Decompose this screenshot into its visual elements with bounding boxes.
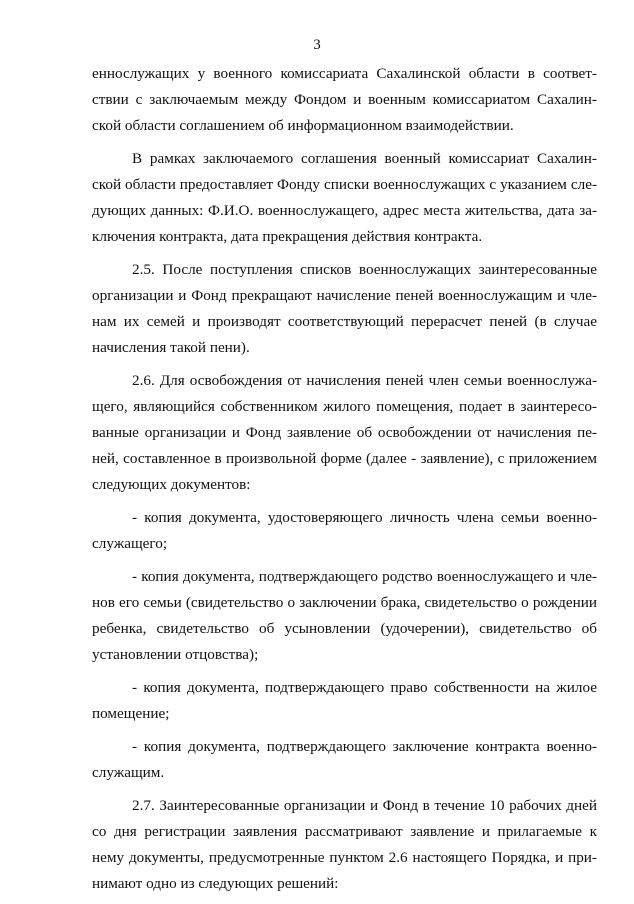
text-line: служащим. xyxy=(92,764,165,781)
paragraph xyxy=(92,564,597,668)
text-line: ванные организации и Фонд заявление об освобождении от начисления пе- xyxy=(92,424,597,441)
text-line: - копия документа, удостоверяющего личность члена семьи военно- xyxy=(132,509,597,526)
text-line: В рамках заключаемого соглашения военный комиссариат Сахалин- xyxy=(132,150,597,167)
text-line: служащего; xyxy=(92,535,168,552)
text-line: организации и Фонд прекращают начисление пеней военнослужащим и чле- xyxy=(92,287,597,304)
text-line: - копия документа, подтверждающего родство военнослужащего и чле- xyxy=(132,568,597,585)
text-line: нам их семей и производят соответствующий перерасчет пеней (в случае xyxy=(92,313,597,330)
paragraph xyxy=(92,734,597,786)
paragraph xyxy=(92,505,597,557)
text-line: - копия документа, подтверждающего право собственности на жилое xyxy=(132,679,597,696)
text-line: еннослужащих у военного комиссариата Сахалинской области в соответ- xyxy=(92,65,597,82)
text-line: нов его семьи (свидетельство о заключении брака, свидетельство о рождении xyxy=(92,594,597,611)
text-line: ской области соглашением об информационном взаимодействии. xyxy=(92,117,514,134)
text-line: начисления такой пени). xyxy=(92,339,250,356)
paragraph xyxy=(92,793,597,897)
text-line: щего, являющийся собственником жилого помещения, подает в заинтересо- xyxy=(92,398,597,415)
page-number: 3 xyxy=(313,37,321,53)
text-line: ней, составленное в произвольной форме (далее - заявление), с приложением xyxy=(92,450,597,467)
document-body xyxy=(92,61,597,897)
paragraph xyxy=(92,61,597,139)
text-line: нему документы, предусмотренные пунктом 2.6 настоящего Порядка, и при- xyxy=(92,849,597,866)
paragraph xyxy=(92,368,597,498)
text-line: ребенка, свидетельство об усыновлении (удочерении), свидетельство об xyxy=(92,620,597,637)
text-line: - копия документа, подтверждающего заключение контракта военно- xyxy=(132,738,597,755)
text-line: дующих данных: Ф.И.О. военнослужащего, адрес места жительства, дата за- xyxy=(92,202,597,219)
text-line: ствии с заключаемым между Фондом и военным комиссариатом Сахалин- xyxy=(92,91,597,108)
text-line: нимают одно из следующих решений: xyxy=(92,875,339,892)
text-line: помещение; xyxy=(92,705,170,722)
paragraph xyxy=(92,146,597,250)
text-line: ключения контракта, дата прекращения действия контракта. xyxy=(92,228,483,245)
paragraph xyxy=(92,675,597,727)
text-line: 2.5. После поступления списков военнослужащих заинтересованные xyxy=(132,261,597,278)
paragraph xyxy=(92,257,597,361)
text-line: следующих документов: xyxy=(92,476,251,493)
text-line: 2.7. Заинтересованные организации и Фонд в течение 10 рабочих дней xyxy=(132,797,597,814)
text-line: ской области предоставляет Фонду списки военнослужащих с указанием сле- xyxy=(92,176,597,193)
text-line: со дня регистрации заявления рассматривают заявление и прилагаемые к xyxy=(92,823,597,840)
text-line: 2.6. Для освобождения от начисления пеней член семьи военнослужа- xyxy=(132,372,597,389)
text-line: установлении отцовства); xyxy=(92,646,259,663)
